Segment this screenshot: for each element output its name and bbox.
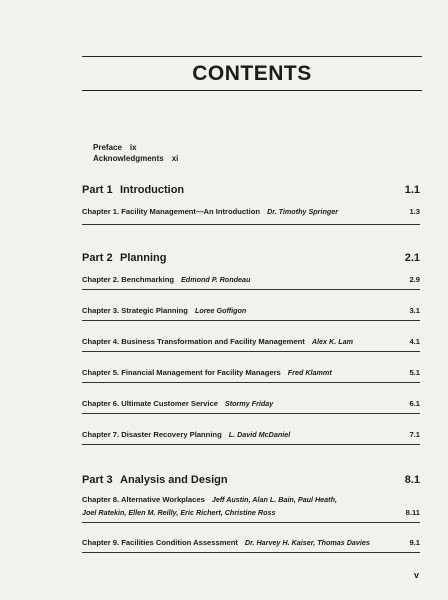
- chapter-author: Jeff Austin, Alan L. Bain, Paul Heath,: [211, 495, 337, 504]
- part-title: Planning: [120, 252, 167, 264]
- chapter-page: 6.1: [409, 399, 420, 408]
- chapter-entry-4[interactable]: [82, 337, 420, 346]
- chapter-author: Fred Klammt: [287, 368, 332, 377]
- part-page: 1.1: [404, 184, 420, 196]
- chapter-page: 5.1: [409, 368, 420, 377]
- chapter-label: Chapter 1.: [82, 207, 120, 216]
- chapter-entry-8-cont[interactable]: [82, 508, 420, 517]
- page-folio: v: [414, 570, 420, 580]
- divider: [82, 552, 420, 553]
- divider: [82, 522, 420, 523]
- divider: [82, 289, 420, 290]
- chapter-author: Dr. Timothy Springer: [267, 207, 339, 216]
- part-number: Part 3: [82, 474, 113, 486]
- front-matter-label: Preface: [93, 143, 122, 152]
- chapter-label: Chapter 4.: [82, 337, 120, 346]
- part-title: Analysis and Design: [120, 474, 228, 486]
- chapter-author: Alex K. Lam: [311, 337, 353, 346]
- chapter-entry-7[interactable]: [82, 430, 420, 439]
- chapter-label: Chapter 7.: [82, 430, 120, 439]
- chapter-label: Chapter 6.: [82, 399, 120, 408]
- chapter-author: L. David McDaniel: [228, 430, 291, 439]
- chapter-author: Dr. Harvey H. Kaiser, Thomas Davies: [244, 538, 370, 547]
- chapter-title: Strategic Planning: [121, 306, 188, 315]
- part-number: Part 2: [82, 252, 113, 264]
- chapter-entry-1[interactable]: [82, 207, 420, 216]
- chapter-author: Edmond P. Rondeau: [181, 275, 251, 284]
- chapter-page: 3.1: [409, 306, 420, 315]
- chapter-page: 9.1: [409, 538, 420, 547]
- chapter-entry-8[interactable]: [82, 495, 337, 504]
- divider: [82, 444, 420, 445]
- chapter-entry-2[interactable]: [82, 275, 420, 284]
- part-heading-2[interactable]: [82, 252, 420, 264]
- chapter-label: Chapter 5.: [82, 368, 120, 377]
- chapter-author: Loree Goffigon: [194, 306, 247, 315]
- divider: [82, 320, 420, 321]
- chapter-page: 1.3: [409, 207, 420, 216]
- part-page: 2.1: [404, 252, 420, 264]
- part-number: Part 1: [82, 184, 113, 196]
- part-title: Introduction: [120, 184, 185, 196]
- part-heading-1[interactable]: [82, 184, 420, 196]
- chapter-title: Facilities Condition Assessment: [121, 538, 238, 547]
- part-page: 8.1: [404, 474, 420, 486]
- divider: [82, 382, 420, 383]
- page-title: CONTENTS: [192, 61, 312, 85]
- chapter-page: 4.1: [409, 337, 420, 346]
- chapter-title: Alternative Workplaces: [120, 495, 205, 504]
- front-matter-item[interactable]: [93, 153, 178, 164]
- front-matter: [93, 142, 178, 164]
- part-heading-3[interactable]: [82, 474, 420, 486]
- front-matter-page: ix: [129, 143, 137, 152]
- chapter-title: Ultimate Customer Service: [121, 399, 218, 408]
- chapter-title: Facility Management—An Introduction: [121, 207, 261, 216]
- chapter-page: 8.11: [405, 508, 420, 517]
- chapter-page: 7.1: [409, 430, 420, 439]
- chapter-page: 2.9: [409, 275, 420, 284]
- divider: [82, 224, 420, 225]
- divider: [82, 413, 420, 414]
- chapter-label: Chapter 3.: [82, 306, 120, 315]
- chapter-author-cont: Joel Ratekin, Ellen M. Reilly, Eric Richert, Christine Ross: [82, 508, 276, 517]
- front-matter-page: xi: [171, 154, 179, 163]
- chapter-entry-5[interactable]: [82, 368, 420, 377]
- divider: [82, 351, 420, 352]
- chapter-entry-3[interactable]: [82, 306, 420, 315]
- chapter-title: Financial Management for Facility Managers: [121, 368, 281, 377]
- chapter-label: Chapter 9.: [82, 538, 120, 547]
- chapter-label: Chapter 2.: [82, 275, 120, 284]
- chapter-title: Disaster Recovery Planning: [121, 430, 222, 439]
- chapter-entry-6[interactable]: [82, 399, 420, 408]
- chapter-label: Chapter 8.: [82, 495, 120, 504]
- chapter-title: Business Transformation and Facility Management: [121, 337, 305, 346]
- chapter-title: Benchmarking: [121, 275, 175, 284]
- front-matter-label: Acknowledgments: [93, 154, 164, 163]
- title-banner: [82, 56, 422, 91]
- front-matter-item[interactable]: [93, 142, 178, 153]
- chapter-author: Stormy Friday: [224, 399, 274, 408]
- chapter-entry-9[interactable]: [82, 538, 420, 547]
